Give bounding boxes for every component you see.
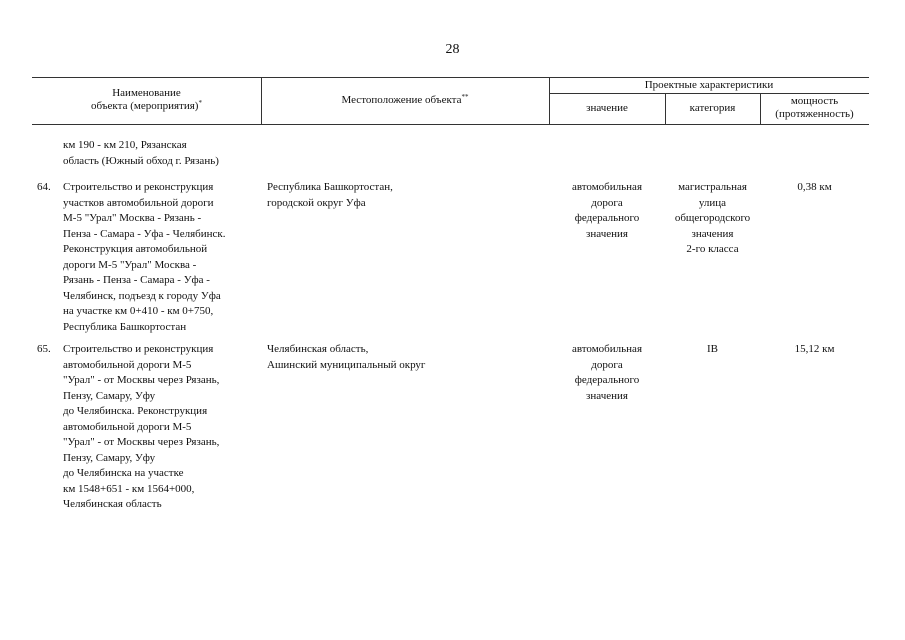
header-project-characteristics: Проектные характеристики (644, 79, 774, 91)
continuation-object-name: км 190 - км 210, Рязанская область (Южный обход г. Рязань) (63, 139, 219, 167)
footnote-mark: * (198, 99, 202, 107)
row-number: 64. (37, 181, 51, 193)
object-name: Строительство и реконструкция автомобильной дороги М-5 "Урал" - от Москвы через Рязань, Пензу, Самару, Уфу до Челябинска. Реконструкция автомобильной дороги М-5 "Урал" - от Москвы через Рязань, Пензу, Самару, Уфу до Челябинска на участке км 1548+651 - км 1564+000, Челябинская область (63, 343, 220, 510)
object-name: Строительство и реконструкция участков автомобильной дороги М-5 "Урал" Москва - Рязань - Пенза - Самара - Уфа - Челябинск. Реконструкция автомобильной дороги М-5 "Урал" Москва - Рязань - Пенза - Самара - Уфа - Челябинск, подъезд к городу Уфа на участке км 0+410 - км 0+750, Республика Башкортостан (63, 181, 226, 333)
header-location (261, 94, 549, 107)
table-top-rule (32, 77, 869, 78)
header-object-name (32, 87, 261, 113)
object-value: автомобильная дорога федерального значения (571, 181, 643, 240)
header-location-text: Местоположение объекта (341, 94, 462, 106)
object-location: Республика Башкортостан, городской округ Уфа (267, 181, 393, 209)
header-category: категория (689, 102, 736, 114)
page-number: 28 (445, 42, 460, 57)
object-value: автомобильная дорога федерального значения (571, 343, 643, 402)
footnote-mark: ** (461, 93, 469, 101)
row-number: 65. (37, 343, 51, 355)
object-category: IB (707, 343, 718, 355)
object-location: Челябинская область, Ашинский муниципальный округ (267, 343, 426, 371)
object-capacity: 0,38 км (797, 181, 832, 193)
project-group-rule (549, 93, 869, 94)
header-capacity: мощность (протяженность) (775, 95, 854, 120)
header-object-name-text: Наименование объекта (мероприятия) (91, 87, 199, 112)
header-bottom-rule (32, 124, 869, 125)
header-value: значение (586, 102, 628, 114)
object-capacity: 15,12 км (794, 343, 835, 355)
object-category: магистральная улица общегородского значения 2-го класса (674, 181, 751, 255)
